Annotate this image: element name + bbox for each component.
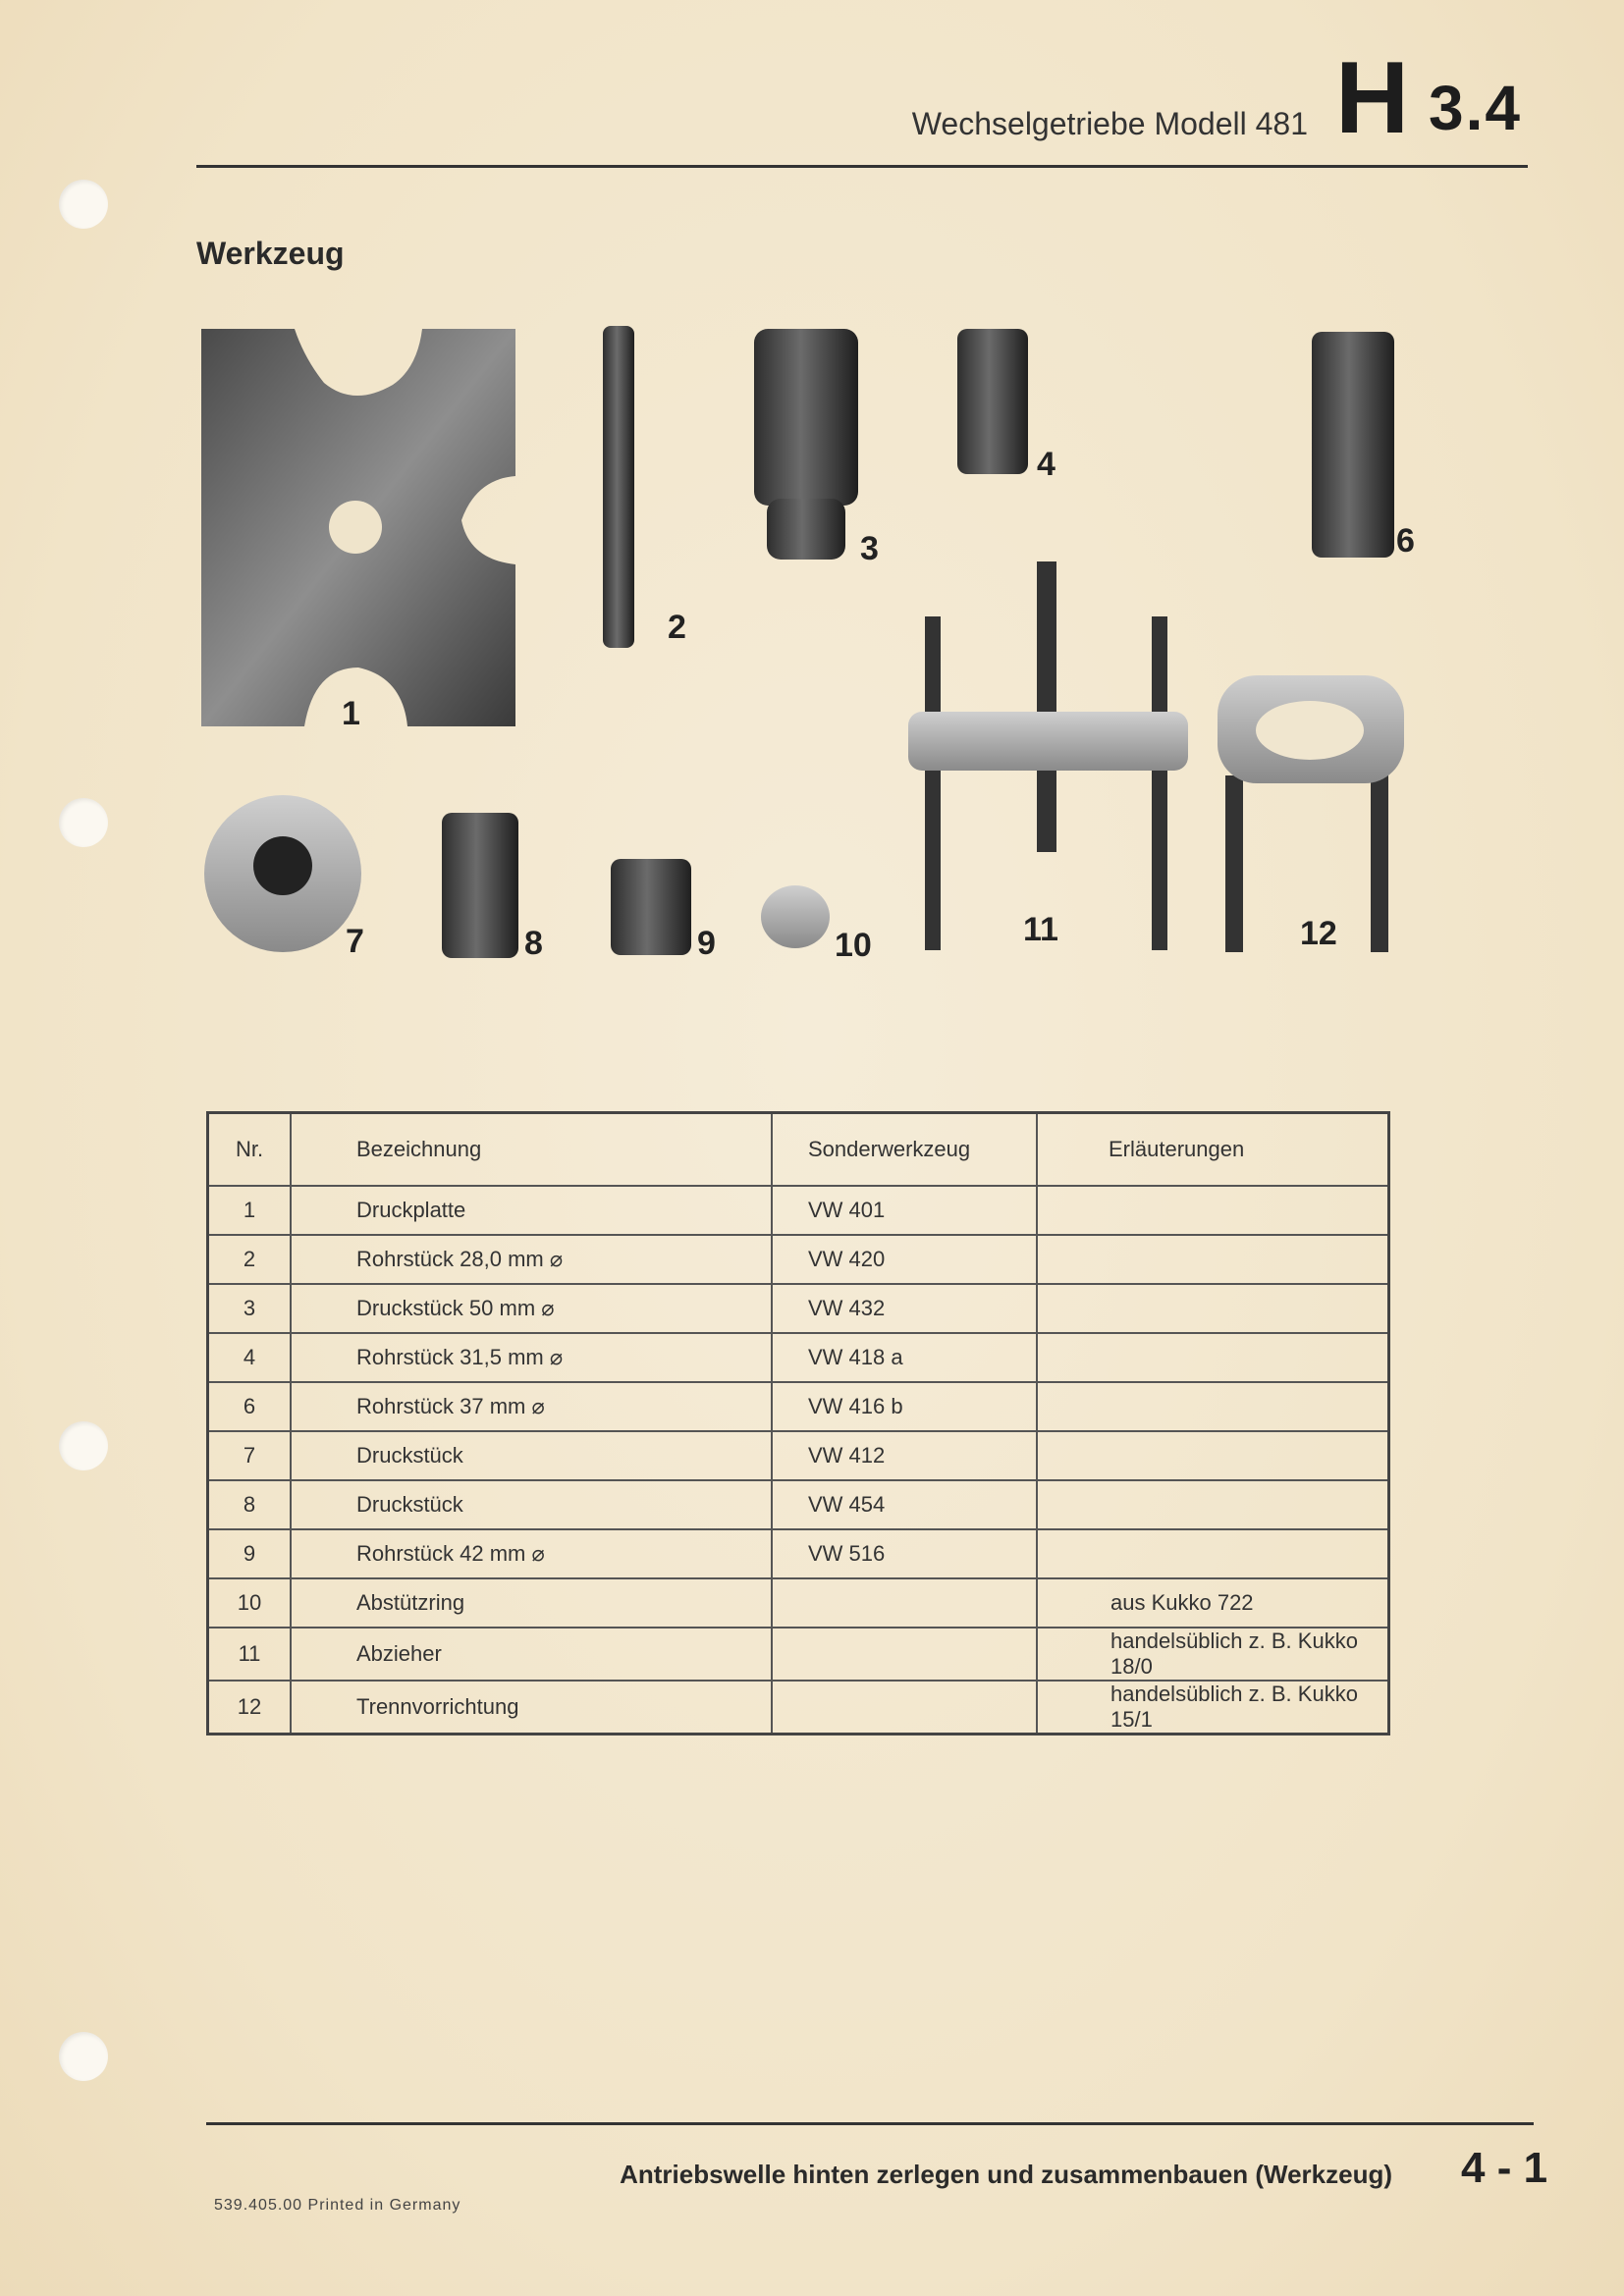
photo-label: 7	[346, 923, 364, 960]
cell-bezeichnung: Abzieher	[291, 1628, 772, 1681]
table-row	[208, 1681, 1389, 1735]
cell-erlaeuterungen: aus Kukko 722	[1037, 1578, 1389, 1628]
tools-table	[206, 1111, 1390, 1735]
cell-erlaeuterungen: handelsüblich z. B. Kukko 18/0	[1037, 1628, 1389, 1681]
table-row	[208, 1186, 1389, 1235]
cell-erlaeuterungen	[1037, 1333, 1389, 1382]
table-row	[208, 1529, 1389, 1578]
section-title: Werkzeug	[196, 236, 345, 271]
photo-label: 12	[1300, 915, 1337, 952]
photo-label: 8	[524, 925, 543, 962]
cell-sonderwerkzeug	[772, 1578, 1037, 1628]
column-header-erlaeuterungen: Erläuterungen	[1037, 1113, 1389, 1187]
cell-bezeichnung: Druckstück 50 mm ⌀	[291, 1284, 772, 1333]
cell-sonderwerkzeug	[772, 1628, 1037, 1681]
table-row	[208, 1235, 1389, 1284]
cell-nr: 4	[208, 1333, 292, 1382]
cell-bezeichnung: Druckstück	[291, 1480, 772, 1529]
section-letter: H	[1335, 41, 1410, 155]
punch-hole	[59, 798, 108, 847]
table-row	[208, 1333, 1389, 1382]
photo-label: 6	[1396, 522, 1415, 560]
cell-erlaeuterungen	[1037, 1284, 1389, 1333]
footer-rule	[206, 2122, 1534, 2125]
cell-bezeichnung: Druckplatte	[291, 1186, 772, 1235]
cell-erlaeuterungen	[1037, 1529, 1389, 1578]
table-row	[208, 1431, 1389, 1480]
cell-sonderwerkzeug: VW 416 b	[772, 1382, 1037, 1431]
page-number: 4 - 1	[1461, 2144, 1548, 2192]
cell-erlaeuterungen	[1037, 1186, 1389, 1235]
cell-nr: 8	[208, 1480, 292, 1529]
cell-sonderwerkzeug: VW 412	[772, 1431, 1037, 1480]
cell-nr: 7	[208, 1431, 292, 1480]
column-header-nr: Nr.	[208, 1113, 292, 1187]
cell-nr: 1	[208, 1186, 292, 1235]
cell-bezeichnung: Rohrstück 37 mm ⌀	[291, 1382, 772, 1431]
tool-7-druckstueck	[204, 795, 361, 952]
tools-photo	[187, 314, 1453, 972]
table-row	[208, 1480, 1389, 1529]
cell-bezeichnung: Rohrstück 42 mm ⌀	[291, 1529, 772, 1578]
column-header-sonderwerkzeug: Sonderwerkzeug	[772, 1113, 1037, 1187]
table-row	[208, 1284, 1389, 1333]
cell-nr: 6	[208, 1382, 292, 1431]
tool-3-druckstueck	[754, 329, 858, 560]
cell-erlaeuterungen	[1037, 1235, 1389, 1284]
cell-nr: 10	[208, 1578, 292, 1628]
cell-sonderwerkzeug: VW 418 a	[772, 1333, 1037, 1382]
punch-hole	[59, 180, 108, 229]
punch-hole	[59, 2032, 108, 2081]
cell-nr: 11	[208, 1628, 292, 1681]
section-number: 3.4	[1429, 73, 1522, 143]
cell-nr: 12	[208, 1681, 292, 1735]
table-row	[208, 1628, 1389, 1681]
cell-bezeichnung: Rohrstück 31,5 mm ⌀	[291, 1333, 772, 1382]
photo-label: 4	[1037, 446, 1056, 483]
tool-8-druckstueck	[442, 813, 518, 958]
tool-12-trennvorrichtung	[1218, 675, 1404, 952]
header-rule	[196, 165, 1528, 168]
table-row	[208, 1578, 1389, 1628]
table-header-row	[208, 1113, 1389, 1187]
cell-sonderwerkzeug: VW 432	[772, 1284, 1037, 1333]
print-note: 539.405.00 Printed in Germany	[214, 2197, 461, 2214]
photo-label: 10	[835, 927, 872, 964]
tool-6-rohrstueck	[1312, 332, 1394, 558]
tools-illustration	[187, 314, 1453, 972]
cell-sonderwerkzeug: VW 516	[772, 1529, 1037, 1578]
tool-1-druckplatte	[201, 329, 515, 726]
cell-sonderwerkzeug: VW 454	[772, 1480, 1037, 1529]
tool-2-rohrstueck	[603, 326, 634, 648]
photo-label: 2	[668, 609, 686, 646]
photo-label: 3	[860, 530, 879, 567]
cell-bezeichnung: Rohrstück 28,0 mm ⌀	[291, 1235, 772, 1284]
column-header-bezeichnung: Bezeichnung	[291, 1113, 772, 1187]
cell-sonderwerkzeug: VW 401	[772, 1186, 1037, 1235]
photo-label: 11	[1023, 911, 1058, 948]
punch-hole	[59, 1421, 108, 1470]
cell-nr: 9	[208, 1529, 292, 1578]
tool-4-rohrstueck	[957, 329, 1028, 474]
cell-bezeichnung: Abstützring	[291, 1578, 772, 1628]
footer-title: Antriebswelle hinten zerlegen und zusammenbauen (Werkzeug)	[620, 2160, 1392, 2189]
cell-sonderwerkzeug	[772, 1681, 1037, 1735]
table-row	[208, 1382, 1389, 1431]
cell-erlaeuterungen	[1037, 1431, 1389, 1480]
tool-9-rohrstueck	[611, 859, 691, 955]
cell-bezeichnung: Trennvorrichtung	[291, 1681, 772, 1735]
cell-erlaeuterungen	[1037, 1382, 1389, 1431]
photo-label: 1	[342, 695, 360, 732]
cell-bezeichnung: Druckstück	[291, 1431, 772, 1480]
cell-nr: 2	[208, 1235, 292, 1284]
photo-label: 9	[697, 925, 716, 962]
tool-11-abzieher	[908, 561, 1188, 950]
header-title: Wechselgetriebe Modell 481	[911, 106, 1308, 141]
cell-nr: 3	[208, 1284, 292, 1333]
cell-sonderwerkzeug: VW 420	[772, 1235, 1037, 1284]
tool-10-abstuetzring	[761, 885, 830, 948]
cell-erlaeuterungen	[1037, 1480, 1389, 1529]
cell-erlaeuterungen: handelsüblich z. B. Kukko 15/1	[1037, 1681, 1389, 1735]
